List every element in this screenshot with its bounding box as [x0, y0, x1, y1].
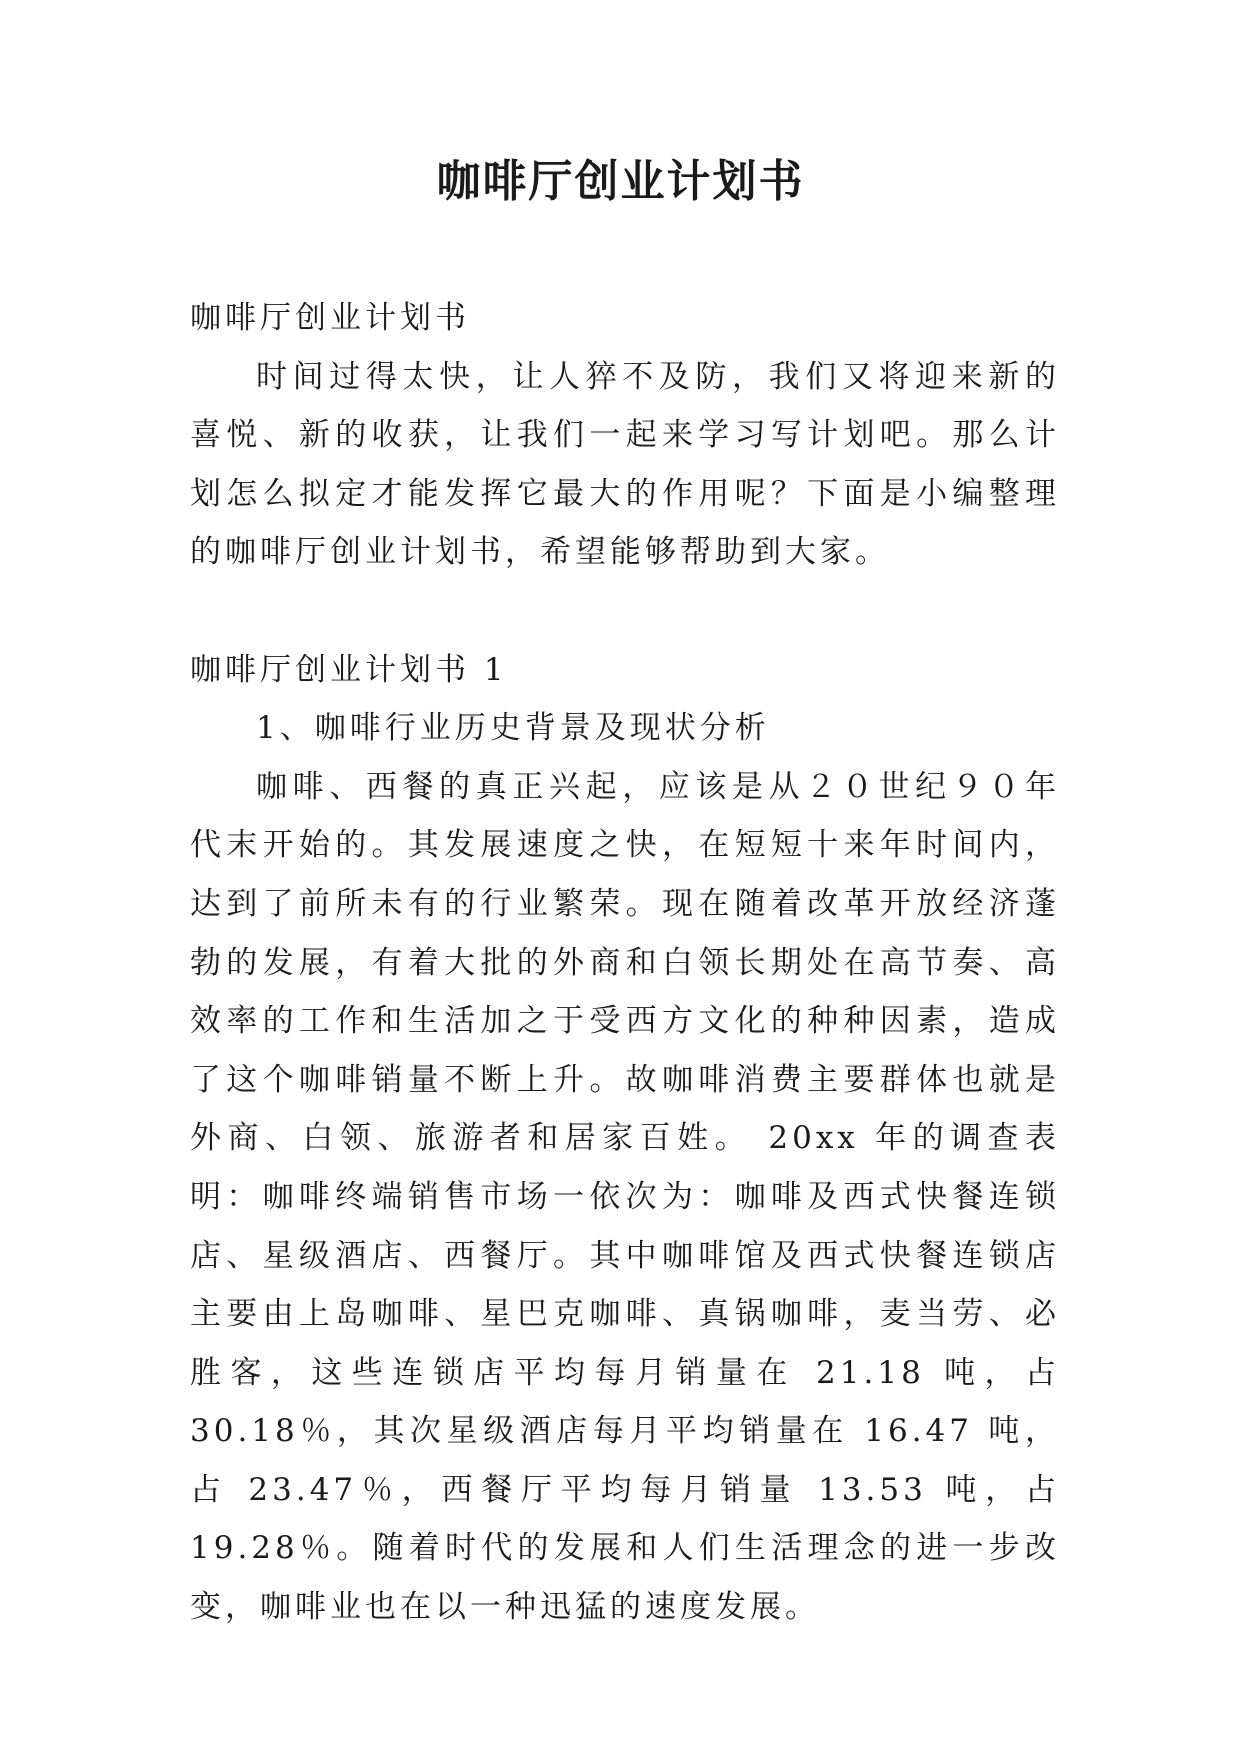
document-body: [190, 289, 1060, 1637]
paragraph-subtitle: 咖啡厅创业计划书: [190, 300, 470, 336]
paragraph-spacer: [190, 582, 1060, 641]
paragraph-body: 咖啡、西餐的真正兴起，应该是从２０世纪９０年代末开始的。其发展速度之快，在短短十来年时间内，达到了前所未有的行业繁荣。现在随着改革开放经济蓬勃的发展，有着大批的外商和白领长期处在高节奏、高效率的工作和生活加之于受西方文化的种种因素，造成了这个咖啡销量不断上升。故咖啡消费主要群体也就是外商、白领、旅游者和居家百姓。 20xx 年的调查表明：咖啡终端销售市场一依次为：咖啡及西式快餐连锁店、星级酒店、西餐厅。其中咖啡馆及西式快餐连锁店主要由上岛咖啡、星巴克咖啡、真锅咖啡，麦当劳、必胜客，这些连锁店平均每月销量在 21.18 吨，占 30.18％，其次星级酒店每月平均销量在 16.47 吨，占 23.47％，西餐厅平均每月销量 13.53 吨，占 19.28％。随着时代的发展和人们生活理念的进一步改变，咖啡业也在以一种迅猛的速度发展。: [190, 768, 1060, 1626]
document-title: 咖啡厅创业计划书: [436, 156, 805, 207]
subsection-heading: 1、咖啡行业历史背景及现状分析: [256, 710, 770, 747]
section-heading: 咖啡厅创业计划书 1: [190, 651, 508, 688]
paragraph-intro: 时间过得太快，让人猝不及防，我们又将迎来新的喜悦、新的收获，让我们一起来学习写计划吧。那么计划怎么拟定才能发挥它最大的作用呢？下面是小编整理的咖啡厅创业计划书，希望能够帮助到大家。: [190, 358, 1060, 571]
